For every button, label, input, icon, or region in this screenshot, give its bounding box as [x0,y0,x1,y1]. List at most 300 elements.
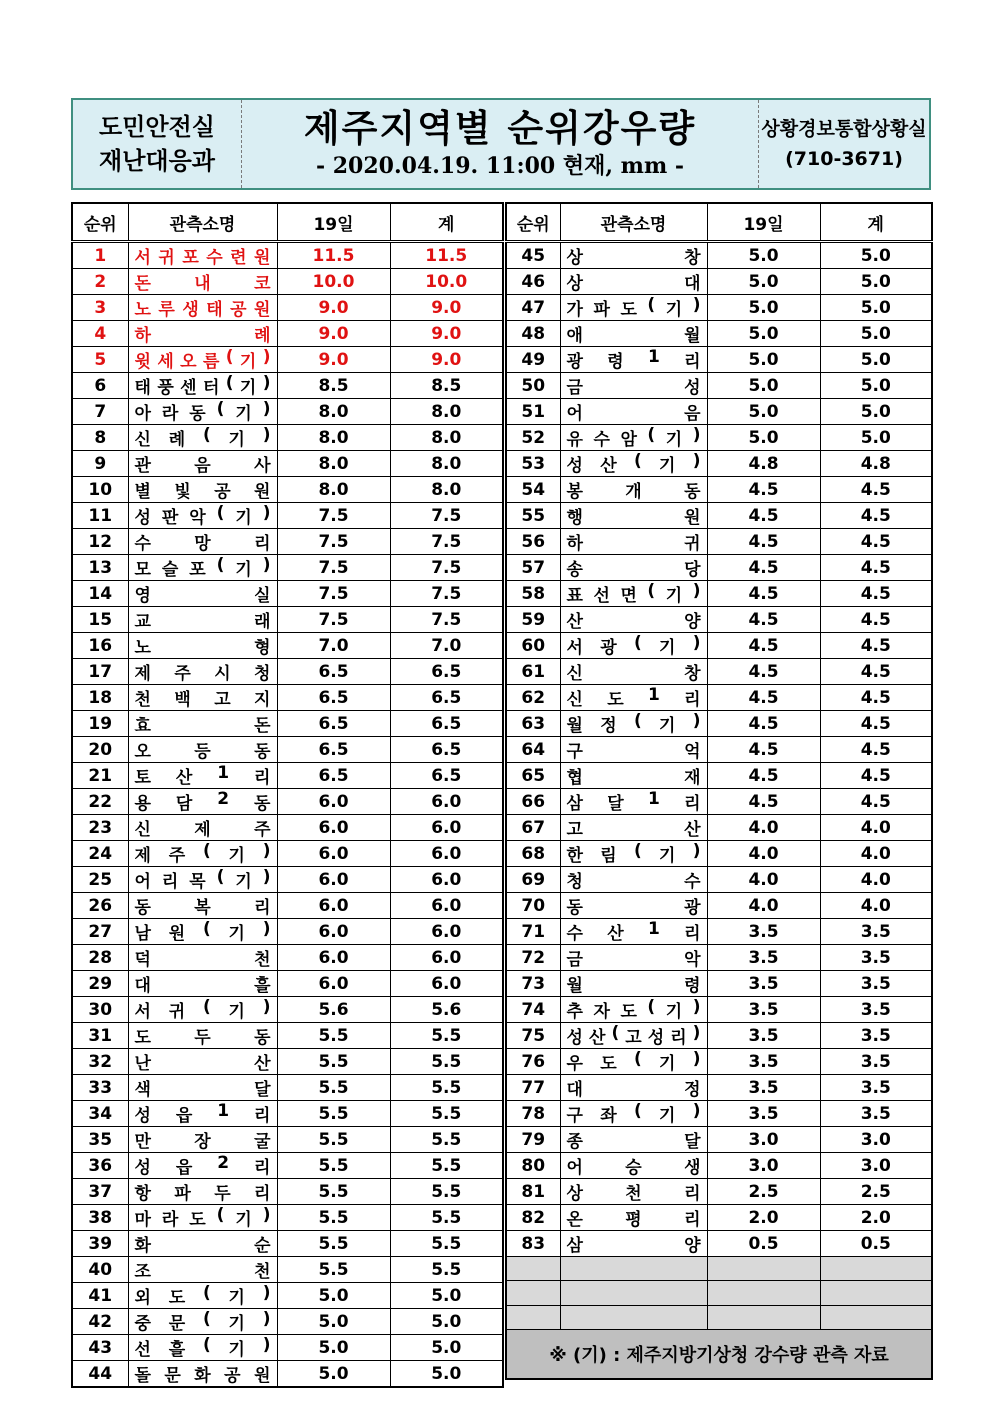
rank-cell: 71 [506,919,560,945]
station-name-char: 리 [684,690,701,710]
station-name-char: 음 [194,456,211,476]
station-name-char: 리 [254,1158,271,1178]
day-rainfall-cell: 7.0 [277,633,390,659]
day-rainfall-cell: 4.5 [707,607,820,633]
station-name-char: ) [262,399,271,419]
station-name [135,789,271,814]
station-name-char: 항 [134,1184,151,1204]
rank-cell: 49 [506,347,560,373]
empty-cell [506,1281,560,1305]
table-row [506,451,932,477]
station-name [567,399,701,424]
rank-cell: 67 [506,815,560,841]
table-row [72,529,503,555]
station-name-cell [128,1049,277,1075]
table-row [72,997,503,1023]
station-name-char: 풍 [157,378,174,398]
station-name-cell [560,1075,707,1101]
station-name-char: 재 [684,768,701,788]
station-name [567,243,701,268]
station-name-char: ) [692,581,701,601]
station-name-char: 포 [182,248,199,268]
total-rainfall-cell: 6.0 [390,919,503,945]
station-name-char: 월 [566,716,583,736]
day-rainfall-cell: 4.5 [707,711,820,737]
station-name-char: 산 [175,768,193,788]
station-name [135,1361,271,1386]
rank-cell: 12 [72,529,128,555]
total-rainfall-cell: 5.6 [390,997,503,1023]
table-row [506,242,932,269]
station-name-char: 동 [684,482,701,502]
table-body-right [506,242,932,1380]
station-name-char: 기 [239,352,257,372]
day-rainfall-cell: 5.0 [707,321,820,347]
total-rainfall-cell: 5.5 [390,1153,503,1179]
station-name [567,503,701,528]
table-row [506,1231,932,1257]
table-row [506,503,932,529]
rank-cell: 62 [506,685,560,711]
empty-cell [506,1257,560,1281]
station-name-cell [128,997,277,1023]
station-name-char: ) [262,1335,271,1355]
table-row [506,841,932,867]
station-name-cell [128,867,277,893]
rank-cell: 58 [506,581,560,607]
station-name-cell [128,893,277,919]
station-name [135,633,271,658]
rank-cell: 20 [72,737,128,763]
station-name-char: 광 [684,898,701,918]
station-name-char: 문 [168,1314,186,1334]
station-name [567,425,701,450]
station-name-char: 원 [684,508,701,528]
station-name-char: 양 [684,612,701,632]
station-name-char: 파 [593,300,610,320]
station-name-char: 당 [684,560,701,580]
total-rainfall-cell: 5.5 [390,1101,503,1127]
station-name-cell [560,1127,707,1153]
station-name [135,763,271,788]
day-rainfall-cell: 6.0 [277,919,390,945]
station-name-cell [560,659,707,685]
station-name-char: 슬 [161,560,179,580]
station-name [567,685,701,710]
station-name-char: 노 [134,300,151,320]
station-name-char: 리 [254,1106,271,1126]
station-name [567,841,701,866]
day-rainfall-cell: 5.0 [277,1309,390,1335]
station-name-char: 승 [625,1158,642,1178]
table-row [506,685,932,711]
station-name-cell [560,347,707,373]
day-rainfall-cell: 5.5 [277,1205,390,1231]
table-row [72,242,503,269]
station-name [567,815,701,840]
station-name-char: 금 [566,950,583,970]
station-name [567,711,701,736]
total-rainfall-cell: 5.5 [390,1179,503,1205]
empty-row [506,1305,932,1329]
station-name [135,815,271,840]
station-name-cell [560,1153,707,1179]
station-name-char: 가 [566,300,583,320]
total-rainfall-cell: 5.0 [820,347,932,373]
station-name-char: ( [611,1023,620,1043]
station-name-char: 태 [134,378,151,398]
station-name-cell [128,373,277,399]
rank-cell: 42 [72,1309,128,1335]
total-rainfall-cell: 11.5 [390,242,503,269]
station-name-char: 좌 [600,1106,617,1126]
station-name [567,451,701,476]
total-rainfall-cell: 9.0 [390,295,503,321]
table-row [72,1283,503,1309]
rank-cell: 46 [506,269,560,295]
total-rainfall-cell: 5.5 [390,1049,503,1075]
station-name-char: 동 [566,898,583,918]
station-name-char: 중 [134,1314,151,1334]
station-name-cell [128,945,277,971]
station-name-char: 2 [217,1153,230,1173]
station-name [567,477,701,502]
col-rank: 순위 [72,203,128,242]
station-name-char: 마 [134,1210,151,1230]
station-name-char: 천 [254,1262,271,1282]
rank-cell: 40 [72,1257,128,1283]
station-name [135,321,271,346]
rank-cell: 43 [72,1335,128,1361]
station-name-char: 리 [161,872,179,892]
department-box [73,100,242,188]
rank-cell: 31 [72,1023,128,1049]
station-name-cell [560,529,707,555]
station-name [135,529,271,554]
station-name-char: 돈 [134,274,151,294]
station-name-char: ( [225,347,234,367]
total-rainfall-cell: 4.5 [820,685,932,711]
rank-cell: 48 [506,321,560,347]
station-name-char: ( [202,1335,211,1355]
station-name-char: 오 [134,742,151,762]
rank-cell: 72 [506,945,560,971]
station-name [135,737,271,762]
station-name-char: 청 [254,664,271,684]
station-name [135,1049,271,1074]
rank-cell: 10 [72,477,128,503]
table-row [72,1049,503,1075]
station-name-char: 도 [607,690,624,710]
station-name-cell [560,763,707,789]
total-rainfall-cell: 9.0 [390,347,503,373]
station-name-char: 등 [194,742,211,762]
station-name-char: 공 [230,300,247,320]
station-name-char: 래 [254,612,271,632]
station-name [567,321,701,346]
rank-cell: 33 [72,1075,128,1101]
station-name-char: ( [633,451,642,471]
station-name-char: 름 [202,352,220,372]
station-name-char: 읍 [175,1158,193,1178]
total-rainfall-cell: 4.5 [820,555,932,581]
station-name-char: 제 [134,846,151,866]
station-name-cell [560,1049,707,1075]
station-name-char: ) [262,503,271,523]
day-rainfall-cell: 6.0 [277,815,390,841]
station-name-char: 원 [254,248,271,268]
station-name-char: ( [633,1049,642,1069]
day-rainfall-cell: 5.5 [277,1049,390,1075]
station-name-char: 대 [134,976,151,996]
station-name-char: 월 [684,326,701,346]
day-rainfall-cell: 4.5 [707,737,820,763]
station-name [567,867,701,892]
station-name-char: 외 [134,1288,151,1308]
station-name-char: ( [647,295,656,315]
table-row [72,477,503,503]
station-name-char: 귀 [684,534,701,554]
total-rainfall-cell: 7.5 [390,503,503,529]
station-name-char: 림 [600,846,617,866]
station-name-char: 기 [235,404,252,424]
station-name-char: 윗 [134,352,151,372]
station-name-char: 기 [659,1054,676,1074]
station-name-char: 리 [684,794,701,814]
rank-cell: 53 [506,451,560,477]
station-name-char: 두 [214,1184,231,1204]
day-rainfall-cell: 4.5 [707,529,820,555]
total-rainfall-cell: 4.5 [820,633,932,659]
total-rainfall-cell: 8.5 [390,373,503,399]
table-row [506,997,932,1023]
station-name-char: 례 [168,430,186,450]
station-name-char: 제 [134,664,151,684]
station-name-cell [560,373,707,399]
total-rainfall-cell: 2.0 [820,1205,932,1231]
station-name-char: 동 [254,1028,271,1048]
table-header-row [72,203,503,242]
table-row [506,893,932,919]
station-name-char: 조 [134,1262,151,1282]
department-line-1: 도민안전실 [99,113,215,141]
table-row [506,737,932,763]
station-name [135,1283,271,1308]
station-name [567,945,701,970]
station-name-char: 어 [134,872,151,892]
table-row [72,1023,503,1049]
station-name-cell [128,477,277,503]
station-name-char: ) [262,347,271,367]
station-name-char: ( [202,425,211,445]
station-name-char: 정 [600,716,617,736]
station-name-char: 도 [620,300,637,320]
day-rainfall-cell: 5.5 [277,1075,390,1101]
total-rainfall-cell: 3.5 [820,1075,932,1101]
station-name-cell [128,1231,277,1257]
station-name-cell [560,1205,707,1231]
rank-cell: 77 [506,1075,560,1101]
station-name [567,659,701,684]
col-total: 계 [820,203,932,242]
rank-cell: 18 [72,685,128,711]
table-row [506,269,932,295]
total-rainfall-cell: 7.5 [390,607,503,633]
station-name-cell [128,529,277,555]
rank-cell: 1 [72,242,128,269]
station-name-char: ) [692,295,701,315]
rank-cell: 36 [72,1153,128,1179]
total-rainfall-cell: 3.0 [820,1127,932,1153]
station-name [567,1101,701,1126]
total-rainfall-cell: 5.5 [390,1127,503,1153]
total-rainfall-cell: 5.5 [390,1075,503,1101]
total-rainfall-cell: 4.0 [820,841,932,867]
table-row [506,1101,932,1127]
total-rainfall-cell: 6.0 [390,815,503,841]
table-row [72,633,503,659]
day-rainfall-cell: 5.6 [277,997,390,1023]
day-rainfall-cell: 3.5 [707,945,820,971]
station-name-char: 기 [235,560,252,580]
empty-cell [707,1305,820,1329]
station-name-char: 광 [566,352,583,372]
day-rainfall-cell: 4.5 [707,789,820,815]
station-name-cell [560,451,707,477]
day-rainfall-cell: 4.5 [707,477,820,503]
empty-cell [560,1305,707,1329]
table-row [72,893,503,919]
total-rainfall-cell: 4.5 [820,789,932,815]
rank-cell: 14 [72,581,128,607]
day-rainfall-cell: 5.0 [277,1361,390,1388]
total-rainfall-cell: 5.0 [390,1361,503,1388]
office-name: 상황경보통합상황실 [761,118,927,140]
station-name-char: 상 [566,274,583,294]
station-name-char: 세 [157,352,174,372]
rank-cell: 57 [506,555,560,581]
day-rainfall-cell: 2.5 [707,1179,820,1205]
day-rainfall-cell: 4.8 [707,451,820,477]
station-name-cell [560,1101,707,1127]
total-rainfall-cell: 4.0 [820,815,932,841]
table-row [506,477,932,503]
day-rainfall-cell: 3.5 [707,971,820,997]
table-header-row [506,203,932,242]
day-rainfall-cell: 7.5 [277,503,390,529]
total-rainfall-cell: 10.0 [390,269,503,295]
station-name [567,633,701,658]
station-name-char: ) [262,373,271,393]
station-name-char: 정 [684,1080,701,1100]
day-rainfall-cell: 4.5 [707,503,820,529]
total-rainfall-cell: 3.5 [820,1101,932,1127]
station-name-char: 라 [161,404,179,424]
table-row [72,347,503,373]
empty-cell [707,1257,820,1281]
station-name-char: 협 [566,768,583,788]
station-name-char: 서 [134,1002,151,1022]
rank-cell: 27 [72,919,128,945]
station-name-char: 양 [684,1236,701,1256]
station-name-char: ( [647,581,656,601]
table-row [506,581,932,607]
day-rainfall-cell: 5.5 [277,1231,390,1257]
station-name [135,503,271,528]
station-name [135,451,271,476]
station-name-char: 원 [254,1366,271,1386]
station-name-char: 산 [588,1028,606,1048]
station-name-char: 장 [194,1132,211,1152]
rank-cell: 81 [506,1179,560,1205]
station-name-char: 원 [254,300,271,320]
rank-cell: 22 [72,789,128,815]
total-rainfall-cell: 6.0 [390,789,503,815]
station-name-cell [128,711,277,737]
station-name-cell [560,711,707,737]
station-name [567,607,701,632]
station-name [567,555,701,580]
station-name-char: 리 [254,768,271,788]
station-name-char: 기 [665,1002,683,1022]
station-name [135,1205,271,1230]
station-name-char: 리 [684,924,701,944]
station-name-char: ) [262,997,271,1017]
col-station: 관측소명 [560,203,707,242]
table-row [72,1335,503,1361]
day-rainfall-cell: 6.5 [277,737,390,763]
table-row [506,321,932,347]
station-name-char: 난 [134,1054,151,1074]
station-name-char: 창 [684,248,701,268]
station-name-char: 형 [254,638,271,658]
station-name-char: ) [692,633,701,653]
rank-cell: 41 [72,1283,128,1309]
station-name [567,971,701,996]
station-name [567,1049,701,1074]
day-rainfall-cell: 4.5 [707,659,820,685]
station-name [567,1075,701,1100]
rank-cell: 29 [72,971,128,997]
table-row [506,555,932,581]
station-name-char: ( [202,841,211,861]
total-rainfall-cell: 5.0 [820,242,932,269]
station-name-char: 기 [228,846,245,866]
station-name-char: 기 [235,1210,252,1230]
table-row [72,399,503,425]
station-name-char: 리 [254,1184,271,1204]
total-rainfall-cell: 4.5 [820,607,932,633]
station-name-char: 기 [228,1002,245,1022]
day-rainfall-cell: 8.5 [277,373,390,399]
table-row [72,1179,503,1205]
day-rainfall-cell: 7.5 [277,555,390,581]
station-name-char: 어 [566,1158,583,1178]
rank-cell: 60 [506,633,560,659]
total-rainfall-cell: 3.5 [820,997,932,1023]
total-rainfall-cell: 3.0 [820,1153,932,1179]
station-name-char: 어 [566,404,583,424]
table-row [72,607,503,633]
station-name [135,971,271,996]
station-name-char: 고 [214,690,231,710]
station-name-char: 수 [206,248,223,268]
rank-cell: 66 [506,789,560,815]
station-name-char: 자 [593,1002,610,1022]
rank-cell: 59 [506,607,560,633]
station-name-cell [128,321,277,347]
station-name-char: 고 [625,1028,642,1048]
